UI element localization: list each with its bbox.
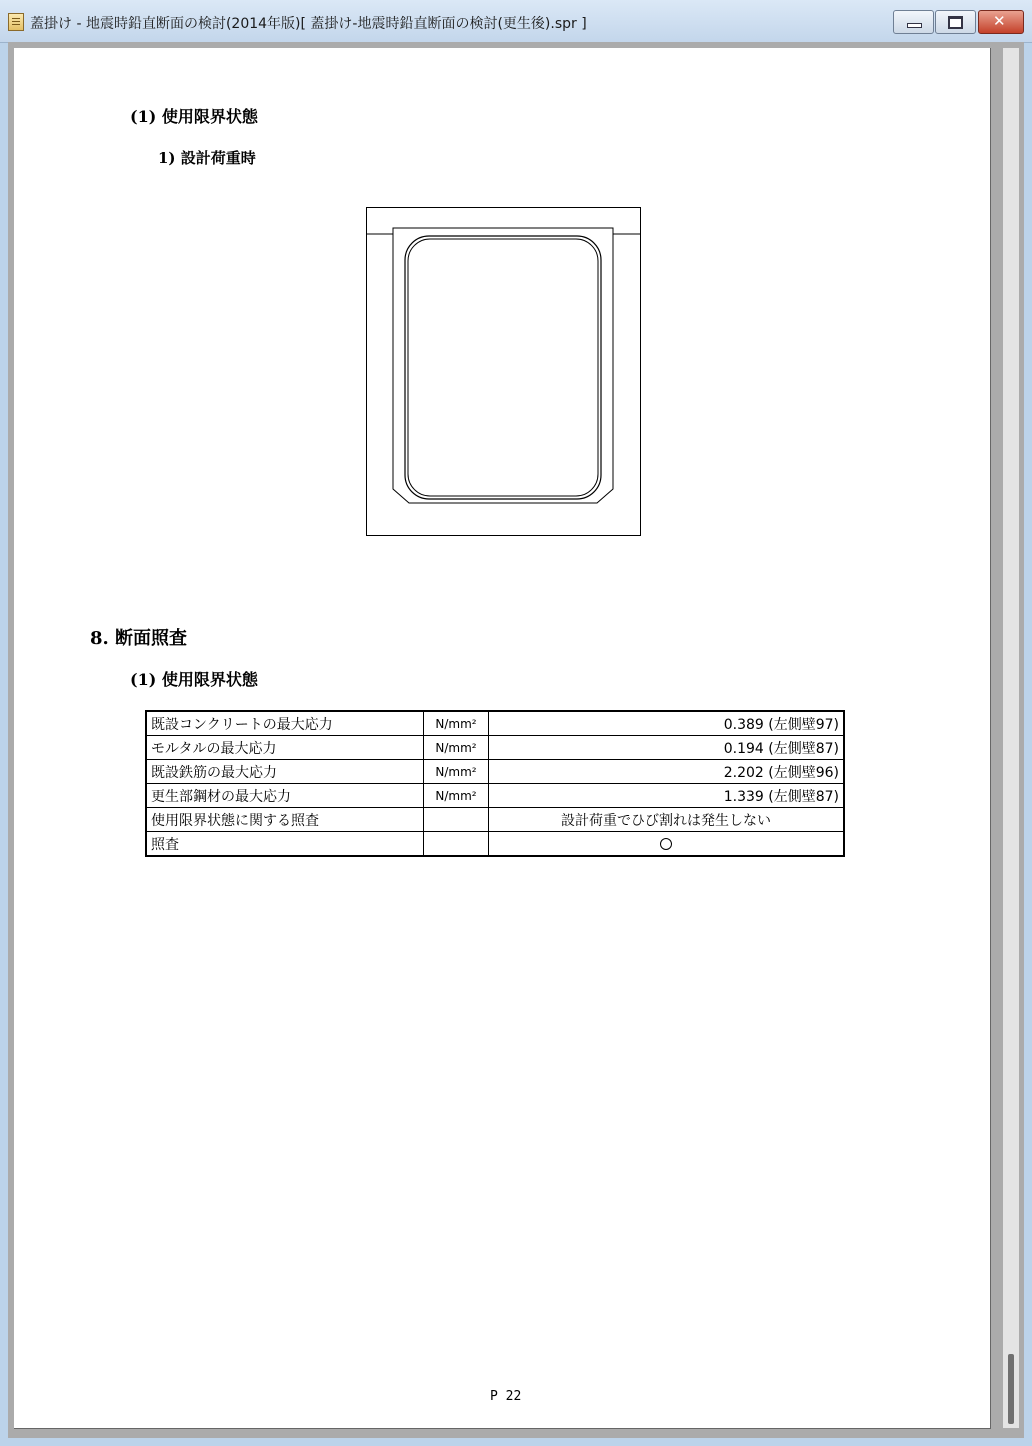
- table-row: [146, 711, 844, 736]
- row-value: 0.389 (左側壁97): [489, 711, 845, 736]
- stress-check-table: [145, 710, 845, 857]
- rehab-lining-inner: [408, 239, 598, 496]
- table-row-check: [146, 808, 844, 832]
- row-unit: N/mm²: [424, 760, 489, 784]
- row-value: 0.194 (左側壁87): [489, 736, 845, 760]
- check-value: 設計荷重でひび割れは発生しない: [489, 808, 845, 832]
- verdict-cell: [489, 832, 845, 857]
- heading-serviceability: (1) 使用限界状態: [130, 107, 258, 126]
- check-unit-empty: [424, 808, 489, 832]
- vertical-scrollbar[interactable]: [1003, 48, 1019, 1428]
- row-unit: N/mm²: [424, 736, 489, 760]
- report-page: [14, 48, 991, 1429]
- check-label: 使用限界状態に関する照査: [146, 808, 424, 832]
- row-label: 更生部鋼材の最大応力: [146, 784, 424, 808]
- scrollbar-thumb[interactable]: [1008, 1354, 1014, 1424]
- app-document-icon[interactable]: [8, 13, 24, 31]
- maximize-button[interactable]: [935, 10, 976, 34]
- row-unit: N/mm²: [424, 784, 489, 808]
- table-row-verdict: [146, 832, 844, 857]
- window-titlebar: [0, 0, 1032, 43]
- table-row: [146, 760, 844, 784]
- close-button[interactable]: [978, 10, 1024, 34]
- row-label: モルタルの最大応力: [146, 736, 424, 760]
- heading-serviceability-2: (1) 使用限界状態: [130, 670, 258, 689]
- verdict-unit-empty: [424, 832, 489, 857]
- row-label: 既設コンクリートの最大応力: [146, 711, 424, 736]
- row-value: 2.202 (左側壁96): [489, 760, 845, 784]
- row-label: 既設鉄筋の最大応力: [146, 760, 424, 784]
- row-value: 1.339 (左側壁87): [489, 784, 845, 808]
- minimize-button[interactable]: [893, 10, 934, 34]
- heading-design-load: 1) 設計荷重時: [158, 149, 256, 167]
- circle-ok-icon: [660, 838, 672, 850]
- verdict-label: 照査: [146, 832, 424, 857]
- table-row: [146, 784, 844, 808]
- heading-section-check: 8. 断面照査: [90, 628, 188, 649]
- inner-box: [393, 228, 613, 503]
- window-title: 蓋掛け - 地震時鉛直断面の検討(2014年版)[ 蓋掛け-地震時鉛直断面の検討(更生後).spr ]: [30, 16, 587, 32]
- row-unit: N/mm²: [424, 711, 489, 736]
- table-row: [146, 736, 844, 760]
- rehab-lining-outer: [405, 236, 601, 499]
- page-number: P 22: [490, 1389, 522, 1404]
- culvert-cross-section-drawing: [366, 207, 642, 537]
